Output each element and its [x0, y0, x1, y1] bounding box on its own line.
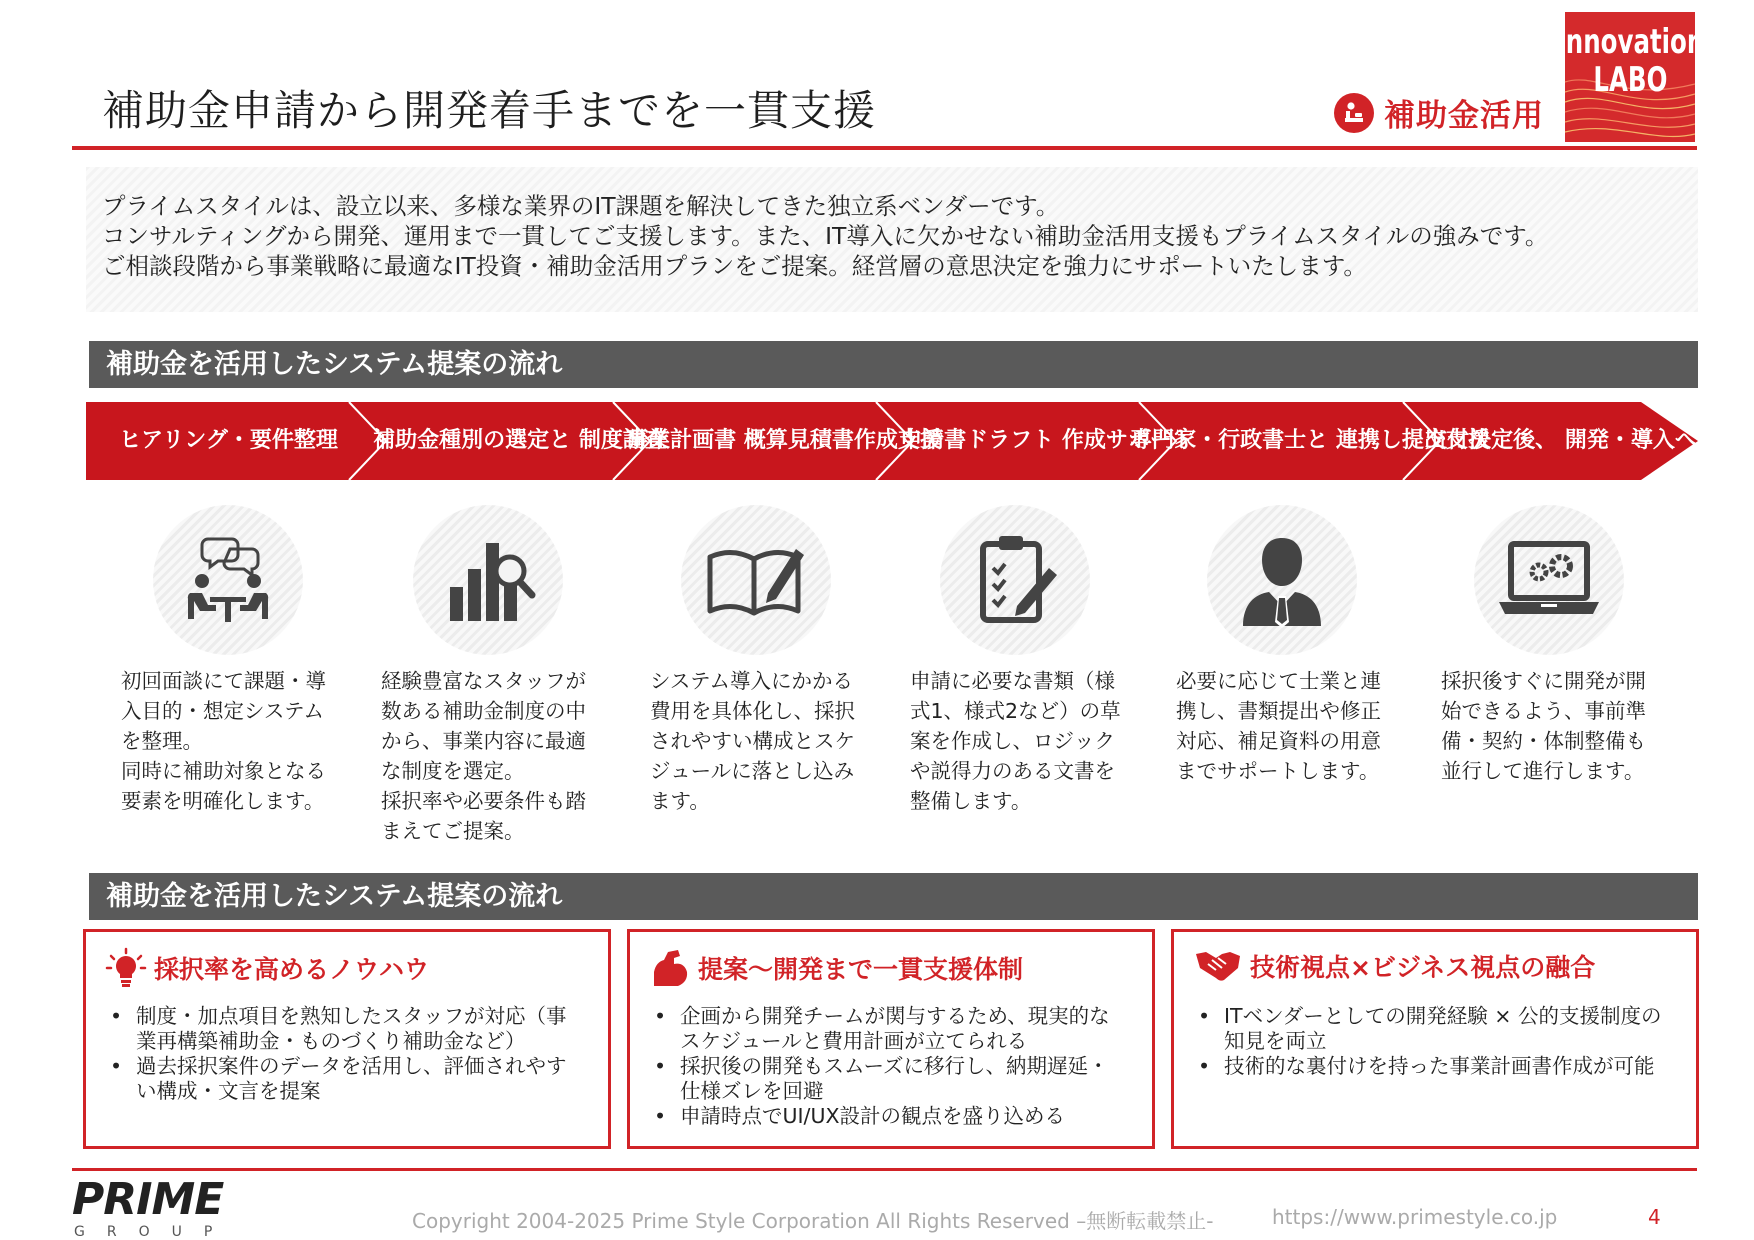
header-divider	[72, 146, 1697, 150]
feature-item: • 企画から開発チームが関与するため、現実的な スケジュールと費用計画が立てられる	[650, 1004, 1110, 1054]
flexed-arm-icon	[650, 948, 690, 988]
book-pen-icon	[681, 505, 831, 655]
intro-line: コンサルティングから開発、運用まで一貫してご支援します。また、IT導入に欠かせない補助金活用支援もプライムスタイルの強みです。	[102, 222, 1549, 250]
laptop-gears-icon	[1474, 505, 1624, 655]
footer-divider	[72, 1168, 1697, 1171]
copyright-text: Copyright 2004-2025 Prime Style Corporation All Rights Reserved –無断転載禁止-	[412, 1209, 1214, 1233]
subsidy-icon	[1334, 93, 1374, 133]
category-badge	[1334, 90, 1544, 135]
feature-item: • 制度・加点項目を熟知したスタッフが対応（事 業再構築補助金・ものづくり補助金など）	[106, 1004, 567, 1054]
flow-step-hearing: ヒアリング・要件整理	[119, 428, 338, 453]
labo-logo-line1: Innovation	[1556, 22, 1704, 62]
flow-step-description: 採択後すぐに開発が開 始できるよう、事前準 備・契約・体制整備も 並行して進行します。	[1441, 669, 1646, 783]
labo-logo-line2: LABO	[1592, 60, 1667, 100]
feature-item: • ITベンダーとしての開発経験 × 公的支援制度の 知見を両立	[1194, 1004, 1661, 1054]
feature-title: 採択率を高めるノウハウ	[154, 955, 430, 984]
feature-item: • 過去採択案件のデータを活用し、評価されやす い構成・文言を提案	[106, 1054, 567, 1104]
feature-card-consistent-support	[627, 929, 1155, 1149]
flow-step-description: 申請に必要な書類（様 式1、様式2など）の草 案を作成し、ロジック や説得力のある文書を 整備します。	[910, 669, 1121, 813]
page-number: 4	[1648, 1205, 1661, 1229]
flow-step-description: 経験豊富なスタッフが 数ある補助金制度の中 から、事業内容に最適 な制度を選定。 採択率や必要条件も踏 まえてご提案。	[381, 669, 586, 843]
intro-line: プライムスタイルは、設立以来、多様な業界のIT課題を解決してきた独立系ベンダーです。	[102, 192, 1060, 220]
category-label: 補助金活用	[1384, 98, 1544, 134]
prime-group-logo	[72, 1174, 235, 1240]
intro-line: ご相談段階から事業戦略に最適なIT投資・補助金活用プランをご提案。経営層の意思決定を強力にサポートいたします。	[102, 252, 1367, 280]
feature-title: 技術視点×ビジネス視点の融合	[1250, 953, 1596, 982]
intro-text	[102, 191, 1548, 281]
handshake-icon	[1194, 948, 1242, 984]
prime-logo-sub: GROUP	[74, 1224, 235, 1240]
flow-step-submit: 専門家・行政書士と 連携し提出支援	[1130, 428, 1490, 453]
flow-step-develop: 交付決定後、 開発・導入へ	[1425, 428, 1697, 453]
meeting-icon	[153, 505, 303, 655]
feature-card-knowhow	[83, 929, 611, 1149]
lightbulb-icon	[106, 948, 146, 988]
businessman-icon	[1207, 505, 1357, 655]
flow-step-description: 初回面談にて課題・導 入目的・想定システム を整理。 同時に補助対象となる 要素を明確化します。	[121, 669, 326, 813]
feature-list	[650, 1004, 1110, 1129]
feature-card-fusion	[1171, 929, 1699, 1149]
flow-step-description: システム導入にかかる 費用を具体化し、採択 されやすい構成とスケ ジュールに落とし込み ます。	[650, 669, 855, 813]
feature-list	[1194, 1004, 1661, 1079]
feature-list	[106, 1004, 567, 1104]
clipboard-checklist-icon	[940, 505, 1090, 655]
feature-item: • 技術的な裏付けを持った事業計画書作成が可能	[1194, 1054, 1661, 1079]
page-title: 補助金申請から開発着手までを一貫支援	[102, 86, 877, 135]
feature-item: • 採択後の開発もスムーズに移行し、納期遅延・ 仕様ズレを回避	[650, 1054, 1110, 1104]
intro-panel	[86, 167, 1698, 312]
section-heading-flow: 補助金を活用したシステム提案の流れ	[89, 341, 1698, 388]
prime-logo-word: PRIME	[72, 1174, 224, 1225]
flow-step-draft: 申請書ドラフト 作成サポート	[900, 428, 1194, 453]
flow-step-description: 必要に応じて士業と連 携し、書類提出や修正 対応、補足資料の用意 までサポートします。	[1176, 669, 1381, 783]
flow-step-selection: 補助金種別の選定と 制度調査	[373, 428, 667, 453]
flow-step-plan: 事業計画書 概算見積書作成支援	[626, 428, 942, 453]
section-heading-strengths: 補助金を活用したシステム提案の流れ	[89, 873, 1698, 920]
feature-item: • 申請時点でUI/UX設計の観点を盛り込める	[650, 1104, 1110, 1129]
innovation-labo-logo	[1556, 12, 1704, 142]
website-link[interactable]: https://www.primestyle.co.jp	[1272, 1205, 1558, 1229]
bar-chart-search-icon	[413, 505, 563, 655]
feature-title: 提案〜開発まで一貫支援体制	[698, 955, 1024, 984]
